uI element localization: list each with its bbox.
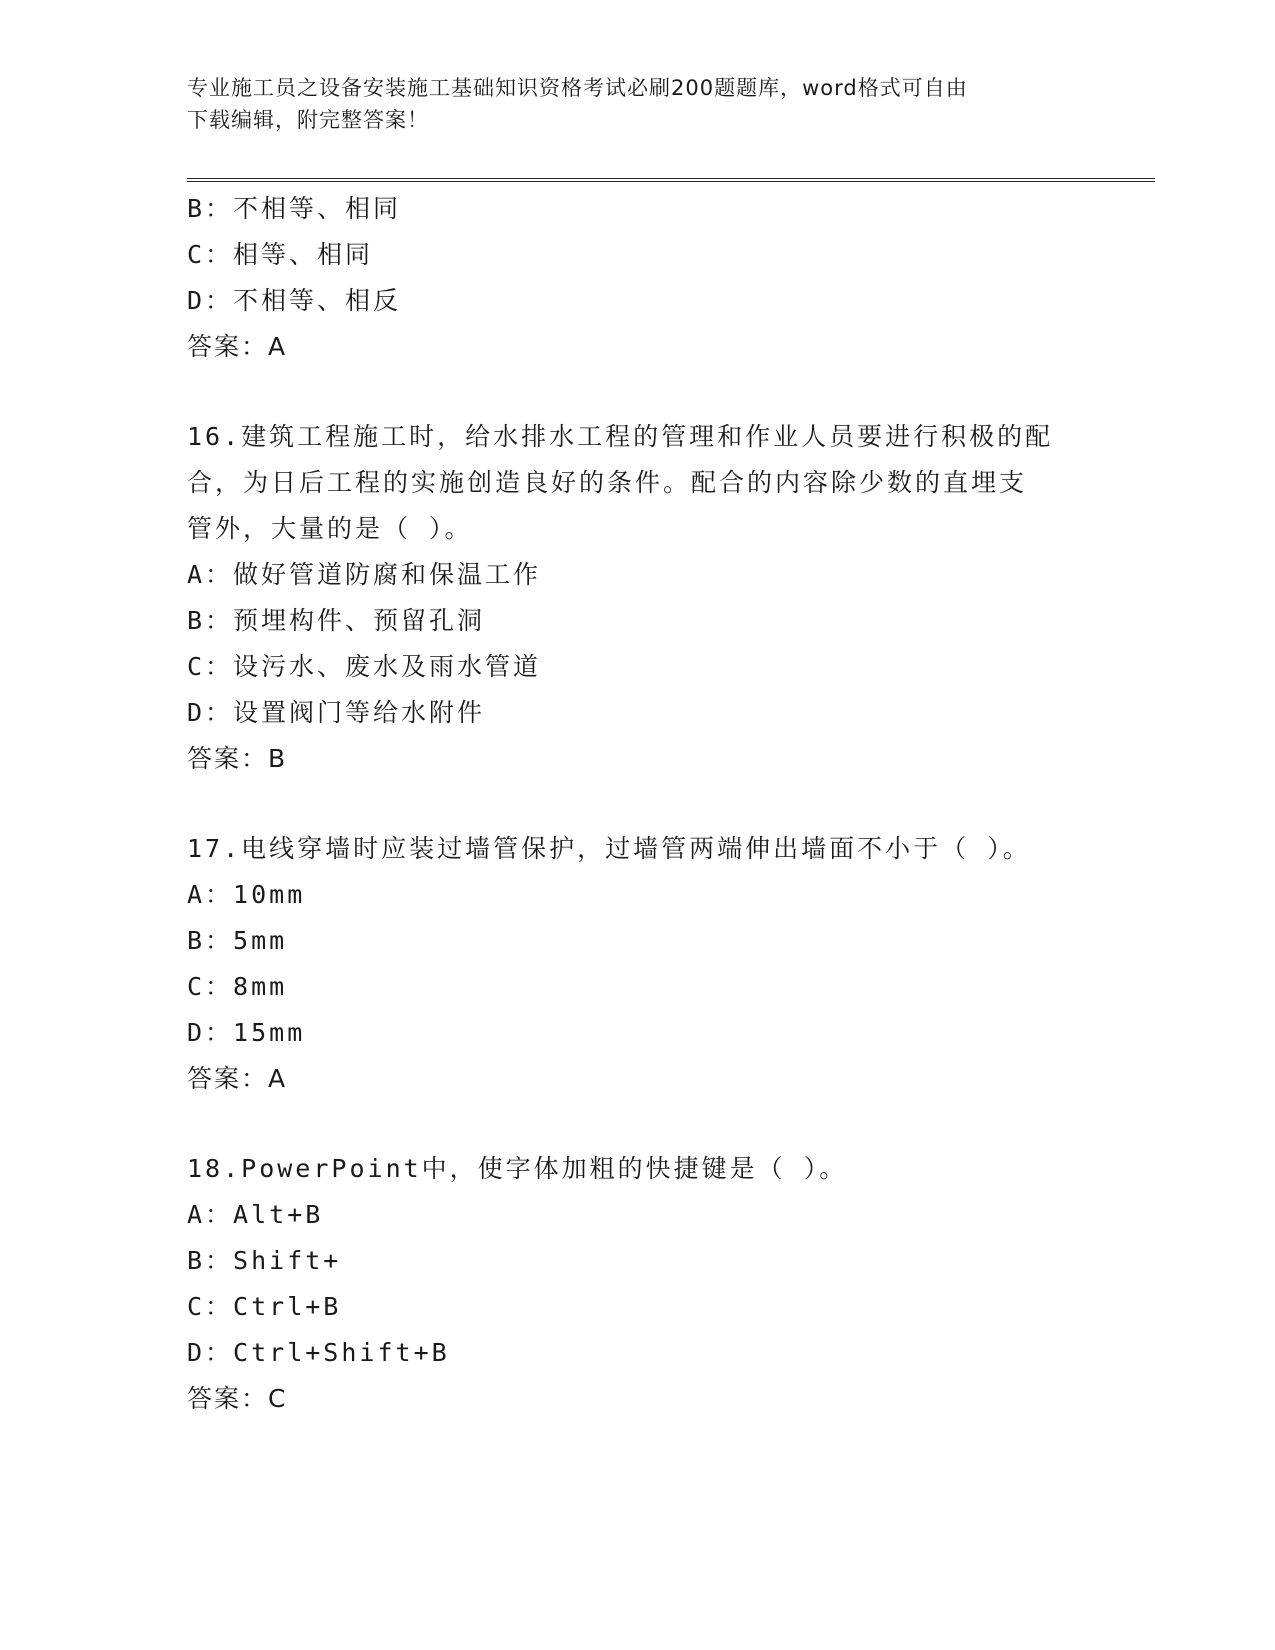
question-text-line: 合，为日后工程的实施创造良好的条件。配合的内容除少数的直埋支 [187,468,1028,497]
question-16 [187,414,1107,782]
spacer [187,782,1107,826]
answer: 答案：C [187,1384,288,1413]
option-a: A：做好管道防腐和保温工作 [187,560,542,589]
question-text-line: 17.电线穿墙时应装过墙管保护，过墙管两端伸出墙面不小于（ ）。 [187,834,1031,863]
option-a: A：Alt+B [187,1200,324,1229]
answer: 答案：A [187,1064,288,1093]
option-b: B：Shift+ [187,1246,342,1275]
header-title-line1: 专业施工员之设备安装施工基础知识资格考试必刷200题题库，word格式可自由 [187,76,968,100]
option-c: C：相等、相同 [187,240,374,269]
header-title-line2: 下载编辑，附完整答案！ [187,108,429,132]
spacer [187,1102,1107,1146]
header-divider [187,178,1155,182]
answer: 答案：A [187,332,288,361]
option-d: D：不相等、相反 [187,286,402,315]
continued-question [187,186,1107,370]
question-text-line: 16.建筑工程施工时，给水排水工程的管理和作业人员要进行积极的配 [187,422,1054,451]
page-header [187,72,1067,136]
question-text [187,1146,1107,1192]
question-text [187,414,1107,552]
option-c: C：设污水、废水及雨水管道 [187,652,542,681]
spacer [187,370,1107,414]
answer: 答案：B [187,744,288,773]
option-b: B：5mm [187,926,288,955]
question-17 [187,826,1107,1102]
option-c: C：Ctrl+B [187,1292,342,1321]
option-b: B：不相等、相同 [187,194,402,223]
option-d: D：15mm [187,1018,306,1047]
question-text [187,826,1107,872]
option-b: B：预埋构件、预留孔洞 [187,606,486,635]
option-a: A：10mm [187,880,306,909]
option-d: D：Ctrl+Shift+B [187,1338,450,1367]
option-d: D：设置阀门等给水附件 [187,698,486,727]
option-c: C：8mm [187,972,288,1001]
question-content [187,186,1107,1422]
question-text-line: 管外，大量的是（ ）。 [187,514,473,543]
question-text-line: 18.PowerPoint中，使字体加粗的快捷键是（ ）。 [187,1154,848,1183]
question-18 [187,1146,1107,1422]
